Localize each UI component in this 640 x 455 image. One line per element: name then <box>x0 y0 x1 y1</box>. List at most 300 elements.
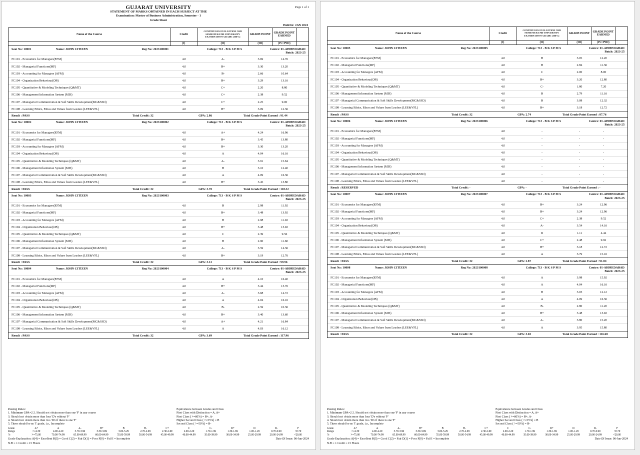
result-value: PASS <box>22 260 30 265</box>
course-grade-point-earned: - <box>602 165 605 169</box>
course-credit: 4.0 <box>501 217 505 221</box>
student-block <box>9 119 309 192</box>
result-row <box>9 259 309 266</box>
grade-row-cell: D <box>572 426 575 430</box>
course-grade-point-earned: 12.20 <box>600 56 607 60</box>
course-credit: 4.0 <box>182 239 186 244</box>
course-row <box>9 84 309 91</box>
course-name: FC103 - Accounting for Managers (AFM) <box>330 290 383 294</box>
total-credit <box>126 187 199 191</box>
course-grade-point: - <box>578 158 581 162</box>
course-row <box>328 302 628 309</box>
student-name-value: JOHN CITIZEN <box>65 47 88 51</box>
grade-class-equivalence <box>493 408 628 426</box>
reg-no-label: Reg No: <box>460 265 472 270</box>
centre-label: Centre: <box>588 192 599 197</box>
seat-no <box>12 121 56 125</box>
percent-row-cell: 50.00-54.99 <box>138 433 152 437</box>
course-grade-point-earned: 12.36 <box>281 107 288 111</box>
result-label: Result : <box>11 260 23 265</box>
course-row <box>328 288 628 295</box>
course-credit: 4.0 <box>501 304 505 308</box>
course-grade-point: 1.11 <box>576 231 583 235</box>
course-credit: 4.0 <box>182 284 186 288</box>
batch-value: 2023-25 <box>295 197 306 201</box>
grade-row-cell: D- <box>593 426 597 430</box>
course-credit: 4.0 <box>501 179 505 183</box>
course-row <box>328 201 628 208</box>
course-grade-point-earned: 15.80 <box>600 325 607 330</box>
course-grade-point-earned: 11.36 <box>600 63 607 68</box>
course-row <box>328 236 628 243</box>
course-grade-point: 2.00 <box>576 70 583 75</box>
course-credit: 4.0 <box>501 245 505 249</box>
percent-row-cell: 20.00-24.99 <box>588 433 602 437</box>
course-grade-point: 3.20 <box>576 77 583 82</box>
course-grade: B+ <box>540 311 544 316</box>
equivalence-line: Second Class ( >=50%) = B- <box>495 422 531 426</box>
seat-no-value: 10002 <box>23 120 32 125</box>
total-grade-point-earned-value: 117.96 <box>280 333 289 338</box>
col-header-blank <box>297 28 309 41</box>
course-grade: A- <box>221 57 225 62</box>
course-grade-point: 3.05 <box>576 56 583 60</box>
total-credit-label: Total Credit: <box>451 332 470 337</box>
course-grade: B+ <box>221 64 225 69</box>
grade-row-cell: A+ <box>353 426 358 430</box>
batch-line <box>582 123 624 127</box>
seat-no <box>331 266 375 270</box>
course-credit: 4.0 <box>182 130 186 135</box>
course-row <box>328 69 628 76</box>
college-value: 713 - B K S P M S <box>537 46 562 50</box>
course-credit: 4.0 <box>182 107 186 111</box>
course-grade-point-earned: 11.92 <box>281 218 288 222</box>
course-grade-point: 3.03 <box>576 290 583 294</box>
course-grade-point: 4.10 <box>257 277 264 281</box>
student-info-row <box>328 265 628 274</box>
course-credit: 4.0 <box>501 56 505 60</box>
percent-row <box>327 434 628 437</box>
college-value: 713 - B K S P M S <box>537 119 562 123</box>
subcol-evaluation: (II) <box>198 42 249 46</box>
page-footer <box>8 408 309 445</box>
equivalence-line: Equivalence between Grades and Class <box>176 408 224 412</box>
result-label: Result : <box>330 112 342 117</box>
college-label: College: <box>525 119 537 123</box>
total-grade-point-earned <box>244 114 309 118</box>
centre-value: 01-AHMEDABAD <box>280 120 306 125</box>
course-row <box>328 229 628 236</box>
course-row <box>328 177 628 184</box>
centre-batch <box>263 267 307 274</box>
course-grade: A- <box>221 291 225 295</box>
result-label: Result : <box>330 259 342 263</box>
course-name: FC102 - Managerial Functions(MF) <box>11 137 57 142</box>
centre-value: 01-AHMEDABAD <box>599 192 625 197</box>
course-grade-point-earned: 13.60 <box>281 312 288 317</box>
result <box>9 114 126 118</box>
result-value: RESERVED <box>341 186 359 190</box>
course-grade: A+ <box>221 130 225 135</box>
gpa <box>518 113 563 117</box>
col-header-blank <box>616 27 628 40</box>
gpa-value: 2.86 <box>206 114 213 118</box>
course-grade-point: 3.18 <box>576 245 583 249</box>
course-grade: B+ <box>221 137 225 142</box>
course-grade-point-earned: 13.20 <box>281 145 288 149</box>
grade-explanation: Grade Explanation: A(4) = Excellent B(3) = Good C(2) = Fair D(1) = Poor F(0) = Fail I = Incomplete <box>327 437 450 441</box>
student-name <box>56 121 142 125</box>
total-grade-point-earned-label: Total Grade Point Earned : <box>562 259 600 263</box>
course-row <box>328 295 628 302</box>
course-credit: 4.0 <box>182 319 186 324</box>
student-name <box>375 193 461 197</box>
course-name: FC103 - Accounting for Managers (AFM) <box>330 143 383 148</box>
range-row-cell: >=4.30 <box>351 430 360 434</box>
seat-no <box>12 194 56 198</box>
course-grade-point-earned: 16.84 <box>281 319 288 324</box>
total-credit <box>445 186 518 190</box>
seat-no-label: Seat No: <box>330 46 342 50</box>
course-credit: 4.0 <box>501 202 505 207</box>
batch-label: Batch: <box>604 269 614 273</box>
course-grade-point-earned: 15.16 <box>600 252 607 257</box>
course-grade-point-earned: 14.16 <box>600 224 607 228</box>
student-name <box>56 47 142 51</box>
page-footer <box>327 408 628 445</box>
course-grade-point-earned: 15.64 <box>281 159 288 163</box>
course-grade-point: 4.24 <box>257 130 264 135</box>
course-grade: B+ <box>221 211 225 215</box>
gpa-label: GPA: <box>517 332 526 337</box>
student-info-row <box>328 45 628 54</box>
course-row <box>9 202 309 209</box>
college-value: 713 - B K S P M S <box>218 193 243 198</box>
percent-row-cell: 70.00-74.99 <box>51 433 65 437</box>
course-grade: A- <box>221 246 225 251</box>
student-info-row <box>9 266 309 275</box>
result <box>328 259 445 263</box>
seat-no <box>12 47 56 51</box>
total-grade-point-earned <box>563 113 628 117</box>
percent-row-cell: 30.00-34.99 <box>545 433 559 437</box>
course-credit: 4.0 <box>182 145 186 149</box>
percent-row-cell: 45.00-49.99 <box>160 433 174 437</box>
batch-value: 2023-25 <box>295 270 306 275</box>
course-name: FC107 - Managerial Communication & Soft Skills Development(MC&SSD) <box>330 245 426 249</box>
course-name: FC108 - Learning Ethics, Ethos and Values from Leaders (LEE&VFL) <box>330 106 419 110</box>
course-row <box>328 310 628 317</box>
seat-no <box>331 46 375 50</box>
course-grade-point: - <box>578 150 581 155</box>
course-credit: 4.0 <box>182 305 186 310</box>
reg-no-label: Reg No: <box>141 267 153 271</box>
course-row <box>328 156 628 163</box>
percent-row-cell: 30.00-34.99 <box>226 433 240 437</box>
grade-row-cell: A+ <box>34 426 39 430</box>
gpa-value: 3.70 <box>206 187 213 191</box>
course-name: FC107 - Managerial Communication & Soft Skills Development(MC&SSD) <box>11 246 107 251</box>
student-name-value: JOHN CITIZEN <box>65 120 88 125</box>
course-grade-point: 3.08 <box>576 99 583 103</box>
course-credit: 4.0 <box>501 318 505 323</box>
course-row <box>9 129 309 136</box>
passing-rule-line: 5. There should be no 'I' grade, i.e., Incomplete <box>8 422 65 426</box>
course-grade-point: 3.24 <box>576 202 583 207</box>
total-grade-point-earned-value: 116.68 <box>599 332 608 337</box>
course-grade-point-earned: 11.92 <box>281 204 288 208</box>
course-grade: B+ <box>221 180 225 185</box>
course-grade-point-earned: 16.16 <box>281 298 288 303</box>
course-grade: - <box>541 129 543 134</box>
course-row <box>9 91 309 98</box>
grade-row-cell: C- <box>209 426 213 430</box>
course-grade-point-earned: 12.12 <box>600 290 607 294</box>
page-1 <box>1 1 316 450</box>
course-name: FC108 - Learning Ethics, Ethos and Values from Leaders (LEE&VFL) <box>11 107 100 111</box>
college-label: College: <box>206 47 218 51</box>
course-name: FC105 - Quantitative & Modeling Techniques (Q&MT) <box>11 159 81 163</box>
grade-row-cell: D- <box>274 426 278 430</box>
course-name: FC101 - Economics for Managers(EFM) <box>330 202 382 207</box>
course-grade-point-earned: 11.20 <box>600 304 607 308</box>
batch-line <box>263 271 305 275</box>
course-grade: A <box>221 326 225 331</box>
student-name-label: Name: <box>374 46 384 50</box>
range-row-cell: 3.70-3.99 <box>74 430 86 434</box>
course-name: FC104 - Organization Behaviour(OB) <box>11 78 59 83</box>
course-credit: 4.0 <box>501 290 505 294</box>
course-grade: C- <box>540 84 544 89</box>
range-row-cell: 3.30-3.69 <box>96 430 107 434</box>
explanation-row <box>327 438 628 442</box>
gpa-value: 3.69 <box>206 333 213 338</box>
course-grade-point: 3.09 <box>257 107 264 111</box>
result-label: Result : <box>11 114 23 118</box>
student-info-row <box>328 191 628 200</box>
course-grade-point: - <box>578 179 581 183</box>
centre-value: 01-AHMEDABAD <box>280 193 306 198</box>
course-grade: D <box>540 231 544 235</box>
total-grade-point-earned-label: Total Grade Point Earned : <box>243 187 281 191</box>
course-row <box>9 171 309 178</box>
course-grade-point: 2.98 <box>257 204 264 208</box>
subcol-credit: (I) <box>171 42 198 46</box>
result <box>328 333 445 337</box>
centre-batch <box>582 193 626 200</box>
seat-no <box>331 193 375 197</box>
course-credit: 4.0 <box>501 129 505 134</box>
course-credit: 4.0 <box>182 64 186 69</box>
batch-line <box>582 196 624 200</box>
student-name-label: Name: <box>374 265 384 270</box>
batch-label: Batch: <box>285 270 295 275</box>
total-grade-point-earned-value: 91.44 <box>280 114 288 118</box>
course-name: FC101 - Economics for Managers(EFM) <box>330 276 382 280</box>
seat-no-label: Seat No: <box>11 47 23 51</box>
course-grade: B <box>540 91 544 96</box>
course-row <box>328 54 628 61</box>
gpa-value: 2.87 <box>525 259 532 263</box>
grade-row-cell: C <box>188 426 190 430</box>
course-row <box>9 209 309 216</box>
course-grade-point: 4.09 <box>576 297 583 301</box>
course-grade-point-earned: 13.76 <box>281 284 288 288</box>
reg-no-value: 2023100002 <box>153 120 169 125</box>
col-header-grade-point-earned: GRADE POINT EARNED <box>592 27 616 40</box>
course-row <box>328 243 628 250</box>
percent-row-cell: 60.00-64.99 <box>414 433 428 437</box>
subcol-blank <box>328 41 490 45</box>
course-name: FC106 - Management Information System (MIS) <box>11 239 73 244</box>
course-row <box>9 70 309 77</box>
passing-rule-line: Passing Rules: <box>327 408 345 412</box>
course-name: FC106 - Management Information System (MIS) <box>11 312 73 317</box>
batch-value: 2023-25 <box>614 196 625 200</box>
result-label: Result : <box>330 186 342 190</box>
seat-no-label: Seat No: <box>11 193 23 198</box>
grade-row-cell: A <box>57 426 60 430</box>
course-grade-point-earned: 4.44 <box>600 231 607 235</box>
course-grade: A <box>540 297 544 301</box>
course-row <box>328 142 628 149</box>
course-name: FC108 - Learning Ethics, Ethos and Values from Leaders (LEE&VFL) <box>330 179 419 183</box>
course-grade-point-earned: 14.72 <box>281 291 288 295</box>
result-row <box>328 331 628 338</box>
course-credit: 4.0 <box>182 291 186 295</box>
col-header-credit: Credit <box>171 28 198 41</box>
course-credit: 4.0 <box>501 224 505 228</box>
subcol-credit: (I) <box>490 41 517 45</box>
equivalence-line: First Class ( >=60%) = B+, A- <box>176 415 214 419</box>
total-credit-label: Total Credit: <box>132 333 151 338</box>
course-grade-point-earned: - <box>602 129 605 134</box>
total-grade-point-earned <box>563 333 628 337</box>
total-grade-point-earned <box>244 187 309 191</box>
course-row <box>9 230 309 237</box>
gpa-label: GPA: <box>517 112 526 117</box>
college <box>526 193 582 197</box>
centre-value: 01-AHMEDABAD <box>280 47 306 51</box>
college-label: College: <box>525 192 537 197</box>
course-grade: B+ <box>540 106 544 110</box>
course-name: FC106 - Management Information System (MIS) <box>330 91 392 96</box>
col-header-grade-point-earned: GRADE POINT EARNED <box>273 28 297 41</box>
course-credit: 4.0 <box>182 152 186 156</box>
total-credit-label: Total Credit: <box>132 260 151 265</box>
course-credit: 4.0 <box>501 297 505 301</box>
university-title: GUJARAT UNIVERSITY <box>125 4 192 11</box>
course-name: FC104 - Organization Behaviour(OB) <box>330 297 378 301</box>
student-block <box>9 193 309 266</box>
passing-rule-line: 3. Should not obtain more than four 'D's without 'F' <box>327 415 389 419</box>
percent-row-cell: 50.00-54.99 <box>457 433 471 437</box>
course-row <box>328 104 628 111</box>
range-row-cell: 4.00-4.29 <box>52 430 64 434</box>
course-row <box>9 318 309 325</box>
student-name-label: Name: <box>374 192 384 197</box>
course-credit: 4.0 <box>182 232 186 236</box>
grade-row-cell: B <box>122 426 125 430</box>
range-row-cell: 1.30-1.69 <box>546 430 557 434</box>
course-grade-point: 3.18 <box>576 106 583 110</box>
total-credit-label: Total Credit: <box>451 259 470 263</box>
reg-no-value: 2023100004 <box>153 267 169 271</box>
course-grade: - <box>541 179 543 183</box>
reg-no-value: 2023100001 <box>153 47 169 51</box>
range-row-cell: 1.70-1.99 <box>524 430 536 434</box>
course-name: FC104 - Organization Behaviour(OB) <box>11 152 59 156</box>
centre-batch <box>263 121 307 128</box>
course-grade-point-earned: 12.40 <box>281 166 288 170</box>
course-credit: 4.0 <box>501 325 505 330</box>
course-row <box>9 245 309 252</box>
course-name: FC102 - Managerial Functions(MF) <box>11 211 57 215</box>
course-row <box>9 164 309 171</box>
percent-row-cell: 70.00-74.99 <box>370 433 384 437</box>
result-value: PASS <box>341 112 349 117</box>
course-grade-point-earned: 14.76 <box>281 57 288 62</box>
course-grade-point-earned: 9.56 <box>281 232 288 236</box>
course-grade-point-earned: 13.92 <box>281 225 288 229</box>
batch-line <box>263 197 305 201</box>
centre-label: Centre: <box>269 193 280 198</box>
course-row <box>9 56 309 63</box>
course-credit: 4.0 <box>501 70 505 75</box>
course-credit: 4.0 <box>501 77 505 82</box>
course-row <box>328 135 628 142</box>
course-name: FC101 - Economics for Managers(EFM) <box>11 204 63 208</box>
course-credit: 4.0 <box>182 137 186 142</box>
col-header-evaluation: CONTINUOUS EVALUATION AND SEMESTER END UNIVERSITY EXAMINATION GRADE (100%) <box>517 27 568 40</box>
course-credit: 4.0 <box>182 173 186 177</box>
total-credit <box>445 113 518 117</box>
course-name: FC103 - Accounting for Managers (AFM) <box>11 218 64 222</box>
course-grade-point-earned: 16.36 <box>281 173 288 177</box>
student-name-value: JOHN CITIZEN <box>384 46 407 50</box>
course-grade: B+ <box>540 245 544 249</box>
reg-no <box>142 267 207 271</box>
course-grade: B+ <box>540 202 544 207</box>
table-subheader-row <box>9 42 309 47</box>
result <box>9 187 126 191</box>
course-row <box>9 136 309 143</box>
course-grade-point: 3.44 <box>257 284 264 288</box>
course-grade-point: 4.04 <box>257 152 264 156</box>
passing-rules <box>8 408 174 426</box>
course-credit: 4.0 <box>501 238 505 242</box>
course-name: FC108 - Learning Ethics, Ethos and Values from Leaders (LEE&VFL) <box>330 252 419 257</box>
centre-batch <box>263 194 307 201</box>
range-row-cell: 1.30-1.69 <box>227 430 238 434</box>
course-grade-point: - <box>578 143 581 148</box>
range-row-cell: >=4.30 <box>32 430 41 434</box>
total-grade-point-earned <box>244 261 309 265</box>
course-grade-point: 2.48 <box>576 238 583 242</box>
course-row <box>9 63 309 70</box>
result-value: PASS <box>341 259 349 263</box>
course-grade: C+ <box>221 100 225 104</box>
seat-no-label: Seat No: <box>330 265 342 270</box>
reg-no <box>142 194 207 198</box>
course-grade: A <box>540 252 544 257</box>
student-name-label: Name: <box>55 267 65 271</box>
student-name-label: Name: <box>55 120 65 125</box>
course-name: FC104 - Organization Behaviour(OB) <box>11 298 59 303</box>
student-block <box>328 265 628 338</box>
college-value: 713 - B K S P M S <box>537 265 562 270</box>
